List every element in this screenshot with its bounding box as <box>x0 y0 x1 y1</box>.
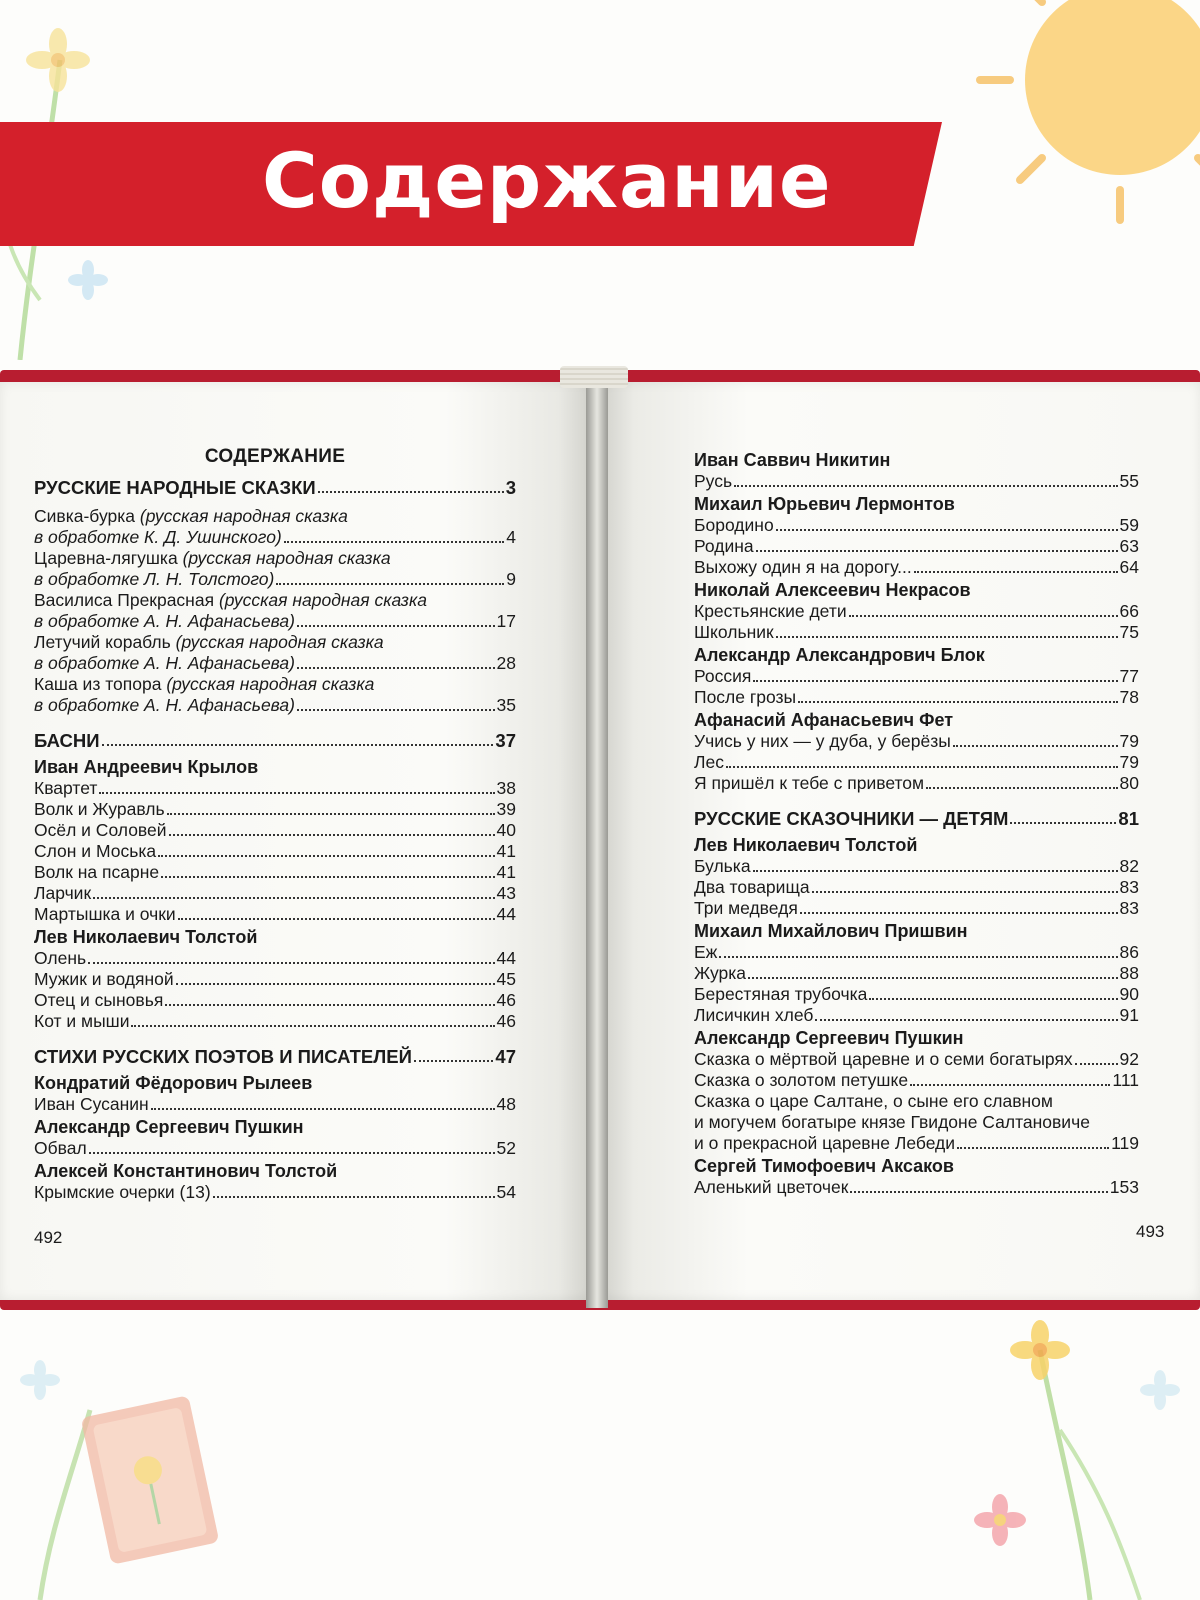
toc-entry-line1 <box>34 674 516 695</box>
dot-leader <box>178 918 495 920</box>
toc-entry <box>694 557 1139 578</box>
author-name: Лев Николаевич Толстой <box>694 835 918 855</box>
entry-page: 46 <box>496 990 516 1010</box>
entry-page: 79 <box>1119 731 1139 751</box>
page-number-right: 493 <box>1136 1222 1165 1241</box>
entry-page: 54 <box>496 1182 516 1202</box>
toc-entry <box>34 862 516 883</box>
entry-title: Слон и Моська <box>34 841 157 861</box>
toc-entry <box>34 883 516 904</box>
entry-title: Аленький цветочек <box>694 1177 849 1197</box>
entry-page: 64 <box>1119 557 1139 577</box>
toc-entry <box>34 799 516 820</box>
entry-page: 44 <box>496 948 516 968</box>
section-spacer <box>34 498 516 506</box>
entry-page: 3 <box>505 477 516 498</box>
entry-title: Мартышка и очки <box>34 904 176 924</box>
entry-page: 40 <box>496 820 516 840</box>
dot-leader <box>756 550 1118 552</box>
toc-entry <box>694 1005 1139 1026</box>
author-name: Сергей Тимофоевич Аксаков <box>694 1156 954 1176</box>
dot-leader <box>151 1108 495 1110</box>
toc-entry-line1 <box>34 548 516 569</box>
entry-title: Я пришёл к тебе с приветом <box>694 773 925 793</box>
dot-leader <box>753 680 1117 682</box>
entry-page: 91 <box>1119 1005 1139 1025</box>
sun-illustration <box>970 0 1200 230</box>
dot-leader <box>297 625 495 627</box>
toc-entry <box>34 778 516 799</box>
entry-page: 9 <box>506 569 516 589</box>
entry-page: 83 <box>1119 877 1139 897</box>
toc-entry <box>34 948 516 969</box>
entry-title: Квартет <box>34 778 98 798</box>
entry-page: 80 <box>1119 773 1139 793</box>
dot-leader <box>734 485 1117 487</box>
dot-leader <box>776 636 1118 638</box>
dot-leader <box>102 744 494 746</box>
toc-entry <box>694 666 1139 687</box>
entry-title: Волк на псарне <box>34 862 160 882</box>
toc-entry-line2: и могучем богатыре князе Гвидоне Салтановиче <box>694 1112 1090 1132</box>
toc-entry <box>694 877 1139 898</box>
entry-title: и о прекрасной царевне Лебеди <box>694 1133 956 1153</box>
author-name: Иван Андреевич Крылов <box>34 757 259 777</box>
toc-entry <box>34 820 516 841</box>
toc-entry <box>34 1011 516 1032</box>
book-headband <box>560 366 628 388</box>
entry-page: 82 <box>1119 856 1139 876</box>
entry-title: Летучий корабль <box>34 632 171 652</box>
entry-note: (русская народная сказка <box>166 674 375 694</box>
entry-title: Лисичкин хлеб <box>694 1005 814 1025</box>
author-name: Михаил Михайлович Пришвин <box>694 921 968 941</box>
dot-leader <box>869 998 1117 1000</box>
toc-entry <box>694 856 1139 877</box>
toc-entry <box>694 752 1139 773</box>
author-name: Иван Саввич Никитин <box>694 450 891 470</box>
toc-right-column <box>694 448 1139 1198</box>
book-and-flowers-illustration <box>0 1330 260 1600</box>
entry-page: 43 <box>496 883 516 903</box>
toc-entry-line1 <box>34 632 516 653</box>
toc-heading: СОДЕРЖАНИЕ <box>204 446 346 467</box>
toc-entry-line1 <box>34 590 516 611</box>
toc-entry <box>694 515 1139 536</box>
entry-note: (русская народная сказка <box>139 506 348 526</box>
dot-leader <box>318 491 504 493</box>
dot-leader <box>849 615 1118 617</box>
toc-entry <box>34 1182 516 1203</box>
dot-leader <box>726 766 1118 768</box>
entry-page: 81 <box>1118 808 1139 829</box>
toc-entry-line2 <box>34 695 516 716</box>
dot-leader <box>297 667 495 669</box>
entry-title: Русь <box>694 471 733 491</box>
entry-title: Обвал <box>34 1138 87 1158</box>
entry-title: Россия <box>694 666 752 686</box>
toc-entry <box>694 1177 1139 1198</box>
entry-page: 92 <box>1119 1049 1139 1069</box>
entry-title: Сказка о мёртвой царевне и о семи богатырях <box>694 1049 1073 1069</box>
entry-title: БАСНИ <box>34 730 100 751</box>
dot-leader <box>169 834 495 836</box>
entry-title: РУССКИЕ СКАЗОЧНИКИ — ДЕТЯМ <box>694 808 1009 829</box>
entry-page: 52 <box>496 1138 516 1158</box>
entry-title: Два товарища <box>694 877 810 897</box>
entry-title: После грозы <box>694 687 797 707</box>
dot-leader <box>1075 1063 1118 1065</box>
entry-title: Сивка-бурка <box>34 506 136 526</box>
banner-title: Содержание <box>262 136 832 225</box>
entry-title: Каша из топора <box>34 674 162 694</box>
right-flowers-illustration <box>940 1290 1200 1600</box>
toc-entry <box>694 898 1139 919</box>
dot-leader <box>284 541 505 543</box>
toc-entry-line3 <box>694 1133 1139 1154</box>
author-name: Александр Александрович Блок <box>694 645 985 665</box>
book-spine <box>586 378 608 1308</box>
toc-entry <box>694 942 1139 963</box>
entry-page: 48 <box>496 1094 516 1114</box>
entry-page: 78 <box>1119 687 1139 707</box>
entry-page: 17 <box>496 611 516 631</box>
entry-title: Лес <box>694 752 724 772</box>
toc-entry <box>34 969 516 990</box>
author-name: Афанасий Афанасьевич Фет <box>694 710 954 730</box>
entry-note: в обработке А. Н. Афанасьева) <box>34 695 295 715</box>
dot-leader <box>1010 822 1116 824</box>
entry-page: 88 <box>1119 963 1139 983</box>
toc-entry <box>694 773 1139 794</box>
dot-leader <box>167 813 495 815</box>
dot-leader <box>161 876 494 878</box>
dot-leader <box>914 571 1118 573</box>
entry-note: в обработке К. Д. Ушинского) <box>34 527 282 547</box>
entry-page: 4 <box>506 527 516 547</box>
dot-leader <box>815 1019 1117 1021</box>
entry-title: Волк и Журавль <box>34 799 165 819</box>
toc-entry <box>34 841 516 862</box>
toc-entry <box>34 904 516 925</box>
author-name: Александр Сергеевич Пушкин <box>34 1117 304 1137</box>
dot-leader <box>957 1147 1109 1149</box>
entry-page: 41 <box>496 862 516 882</box>
dot-leader <box>297 709 495 711</box>
section-heading <box>34 730 516 751</box>
dot-leader <box>798 701 1117 703</box>
entry-title: Олень <box>34 948 87 968</box>
dot-leader <box>176 983 495 985</box>
toc-entry <box>694 731 1139 752</box>
entry-title: Школьник <box>694 622 774 642</box>
dot-leader <box>88 962 494 964</box>
entry-title: Отец и сыновья <box>34 990 164 1010</box>
entry-note: в обработке А. Н. Афанасьева) <box>34 653 295 673</box>
entry-title: Учись у них — у дуба, у берёзы <box>694 731 951 751</box>
entry-note: (русская народная сказка <box>218 590 427 610</box>
toc-left-column <box>34 446 516 1203</box>
section-heading <box>694 808 1139 829</box>
entry-title: Василиса Прекрасная <box>34 590 215 610</box>
entry-page: 39 <box>496 799 516 819</box>
entry-title: Мужик и водяной <box>34 969 174 989</box>
entry-page: 46 <box>496 1011 516 1031</box>
dot-leader <box>165 1004 494 1006</box>
entry-page: 111 <box>1112 1070 1139 1090</box>
author-name: Николай Алексеевич Некрасов <box>694 580 971 600</box>
toc-entry <box>34 1094 516 1115</box>
dot-leader <box>414 1060 494 1062</box>
entry-title: Иван Сусанин <box>34 1094 149 1114</box>
entry-page: 77 <box>1119 666 1139 686</box>
entry-page: 47 <box>495 1046 516 1067</box>
dot-leader <box>158 855 494 857</box>
entry-page: 75 <box>1119 622 1139 642</box>
section-heading <box>34 477 516 498</box>
entry-note: в обработке А. Н. Афанасьева) <box>34 611 295 631</box>
entry-note: (русская народная сказка <box>182 548 391 568</box>
dot-leader <box>276 583 504 585</box>
dot-leader <box>850 1191 1107 1193</box>
author-name: Михаил Юрьевич Лермонтов <box>694 494 955 514</box>
toc-entry <box>694 536 1139 557</box>
entry-page: 28 <box>496 653 516 673</box>
entry-title: РУССКИЕ НАРОДНЫЕ СКАЗКИ <box>34 477 316 498</box>
entry-title: Ларчик <box>34 883 92 903</box>
author-name: Лев Николаевич Толстой <box>34 927 258 947</box>
entry-title: Три медведя <box>694 898 798 918</box>
entry-page: 83 <box>1119 898 1139 918</box>
entry-page: 79 <box>1119 752 1139 772</box>
toc-entry <box>694 601 1139 622</box>
entry-title: Родина <box>694 536 754 556</box>
dot-leader <box>926 787 1117 789</box>
dot-leader <box>812 891 1118 893</box>
entry-page: 66 <box>1119 601 1139 621</box>
dot-leader <box>99 792 494 794</box>
entry-title: Выхожу один я на дорогу... <box>694 557 912 577</box>
entry-note: (русская народная сказка <box>175 632 384 652</box>
toc-entry-line2 <box>34 611 516 632</box>
toc-entry-line2 <box>34 527 516 548</box>
toc-entry-line2 <box>34 569 516 590</box>
dot-leader <box>719 956 1117 958</box>
entry-title: Берестяная трубочка <box>694 984 868 1004</box>
entry-page: 37 <box>495 730 516 751</box>
entry-page: 35 <box>496 695 516 715</box>
dot-leader <box>910 1084 1110 1086</box>
entry-title: Царевна-лягушка <box>34 548 178 568</box>
author-name: Кондратий Фёдорович Рылеев <box>34 1073 313 1093</box>
entry-page: 55 <box>1119 471 1139 491</box>
section-heading <box>34 1046 516 1067</box>
toc-entry <box>34 1138 516 1159</box>
toc-entry <box>694 984 1139 1005</box>
author-name: Александр Сергеевич Пушкин <box>694 1028 964 1048</box>
dot-leader <box>800 912 1118 914</box>
entry-title: Крестьянские дети <box>694 601 847 621</box>
entry-page: 86 <box>1119 942 1139 962</box>
entry-title: СТИХИ РУССКИХ ПОЭТОВ И ПИСАТЕЛЕЙ <box>34 1046 412 1067</box>
page-number-left: 492 <box>34 1228 63 1247</box>
entry-page: 41 <box>496 841 516 861</box>
dot-leader <box>131 1025 494 1027</box>
entry-title: Журка <box>694 963 747 983</box>
entry-page: 63 <box>1119 536 1139 556</box>
entry-title: Булька <box>694 856 751 876</box>
entry-page: 153 <box>1109 1177 1139 1197</box>
toc-entry <box>34 990 516 1011</box>
entry-page: 90 <box>1119 984 1139 1004</box>
dot-leader <box>93 897 494 899</box>
dot-leader <box>753 870 1118 872</box>
entry-page: 44 <box>496 904 516 924</box>
entry-title: Сказка о золотом петушке <box>694 1070 909 1090</box>
entry-page: 45 <box>496 969 516 989</box>
entry-page: 59 <box>1119 515 1139 535</box>
entry-title: Кот и мыши <box>34 1011 130 1031</box>
toc-entry <box>694 1049 1139 1070</box>
toc-entry <box>694 687 1139 708</box>
entry-title: Крымские очерки (13) <box>34 1182 211 1202</box>
entry-title: Бородино <box>694 515 774 535</box>
toc-entry <box>694 963 1139 984</box>
entry-note: в обработке Л. Н. Толстого) <box>34 569 275 589</box>
toc-entry-line1: Сказка о царе Салтане, о сыне его славном <box>694 1091 1053 1111</box>
dot-leader <box>953 745 1118 747</box>
entry-title: Осёл и Соловей <box>34 820 167 840</box>
toc-entry <box>694 622 1139 643</box>
toc-entry <box>694 1070 1139 1091</box>
toc-entry <box>694 471 1139 492</box>
dot-leader <box>89 1152 495 1154</box>
dot-leader <box>776 529 1118 531</box>
dot-leader <box>748 977 1118 979</box>
toc-entry-line1 <box>34 506 516 527</box>
dot-leader <box>213 1196 495 1198</box>
toc-entry-line2 <box>34 653 516 674</box>
entry-page: 38 <box>496 778 516 798</box>
entry-page: 119 <box>1111 1133 1139 1153</box>
author-name: Алексей Константинович Толстой <box>34 1161 338 1181</box>
entry-title: Еж <box>694 942 718 962</box>
